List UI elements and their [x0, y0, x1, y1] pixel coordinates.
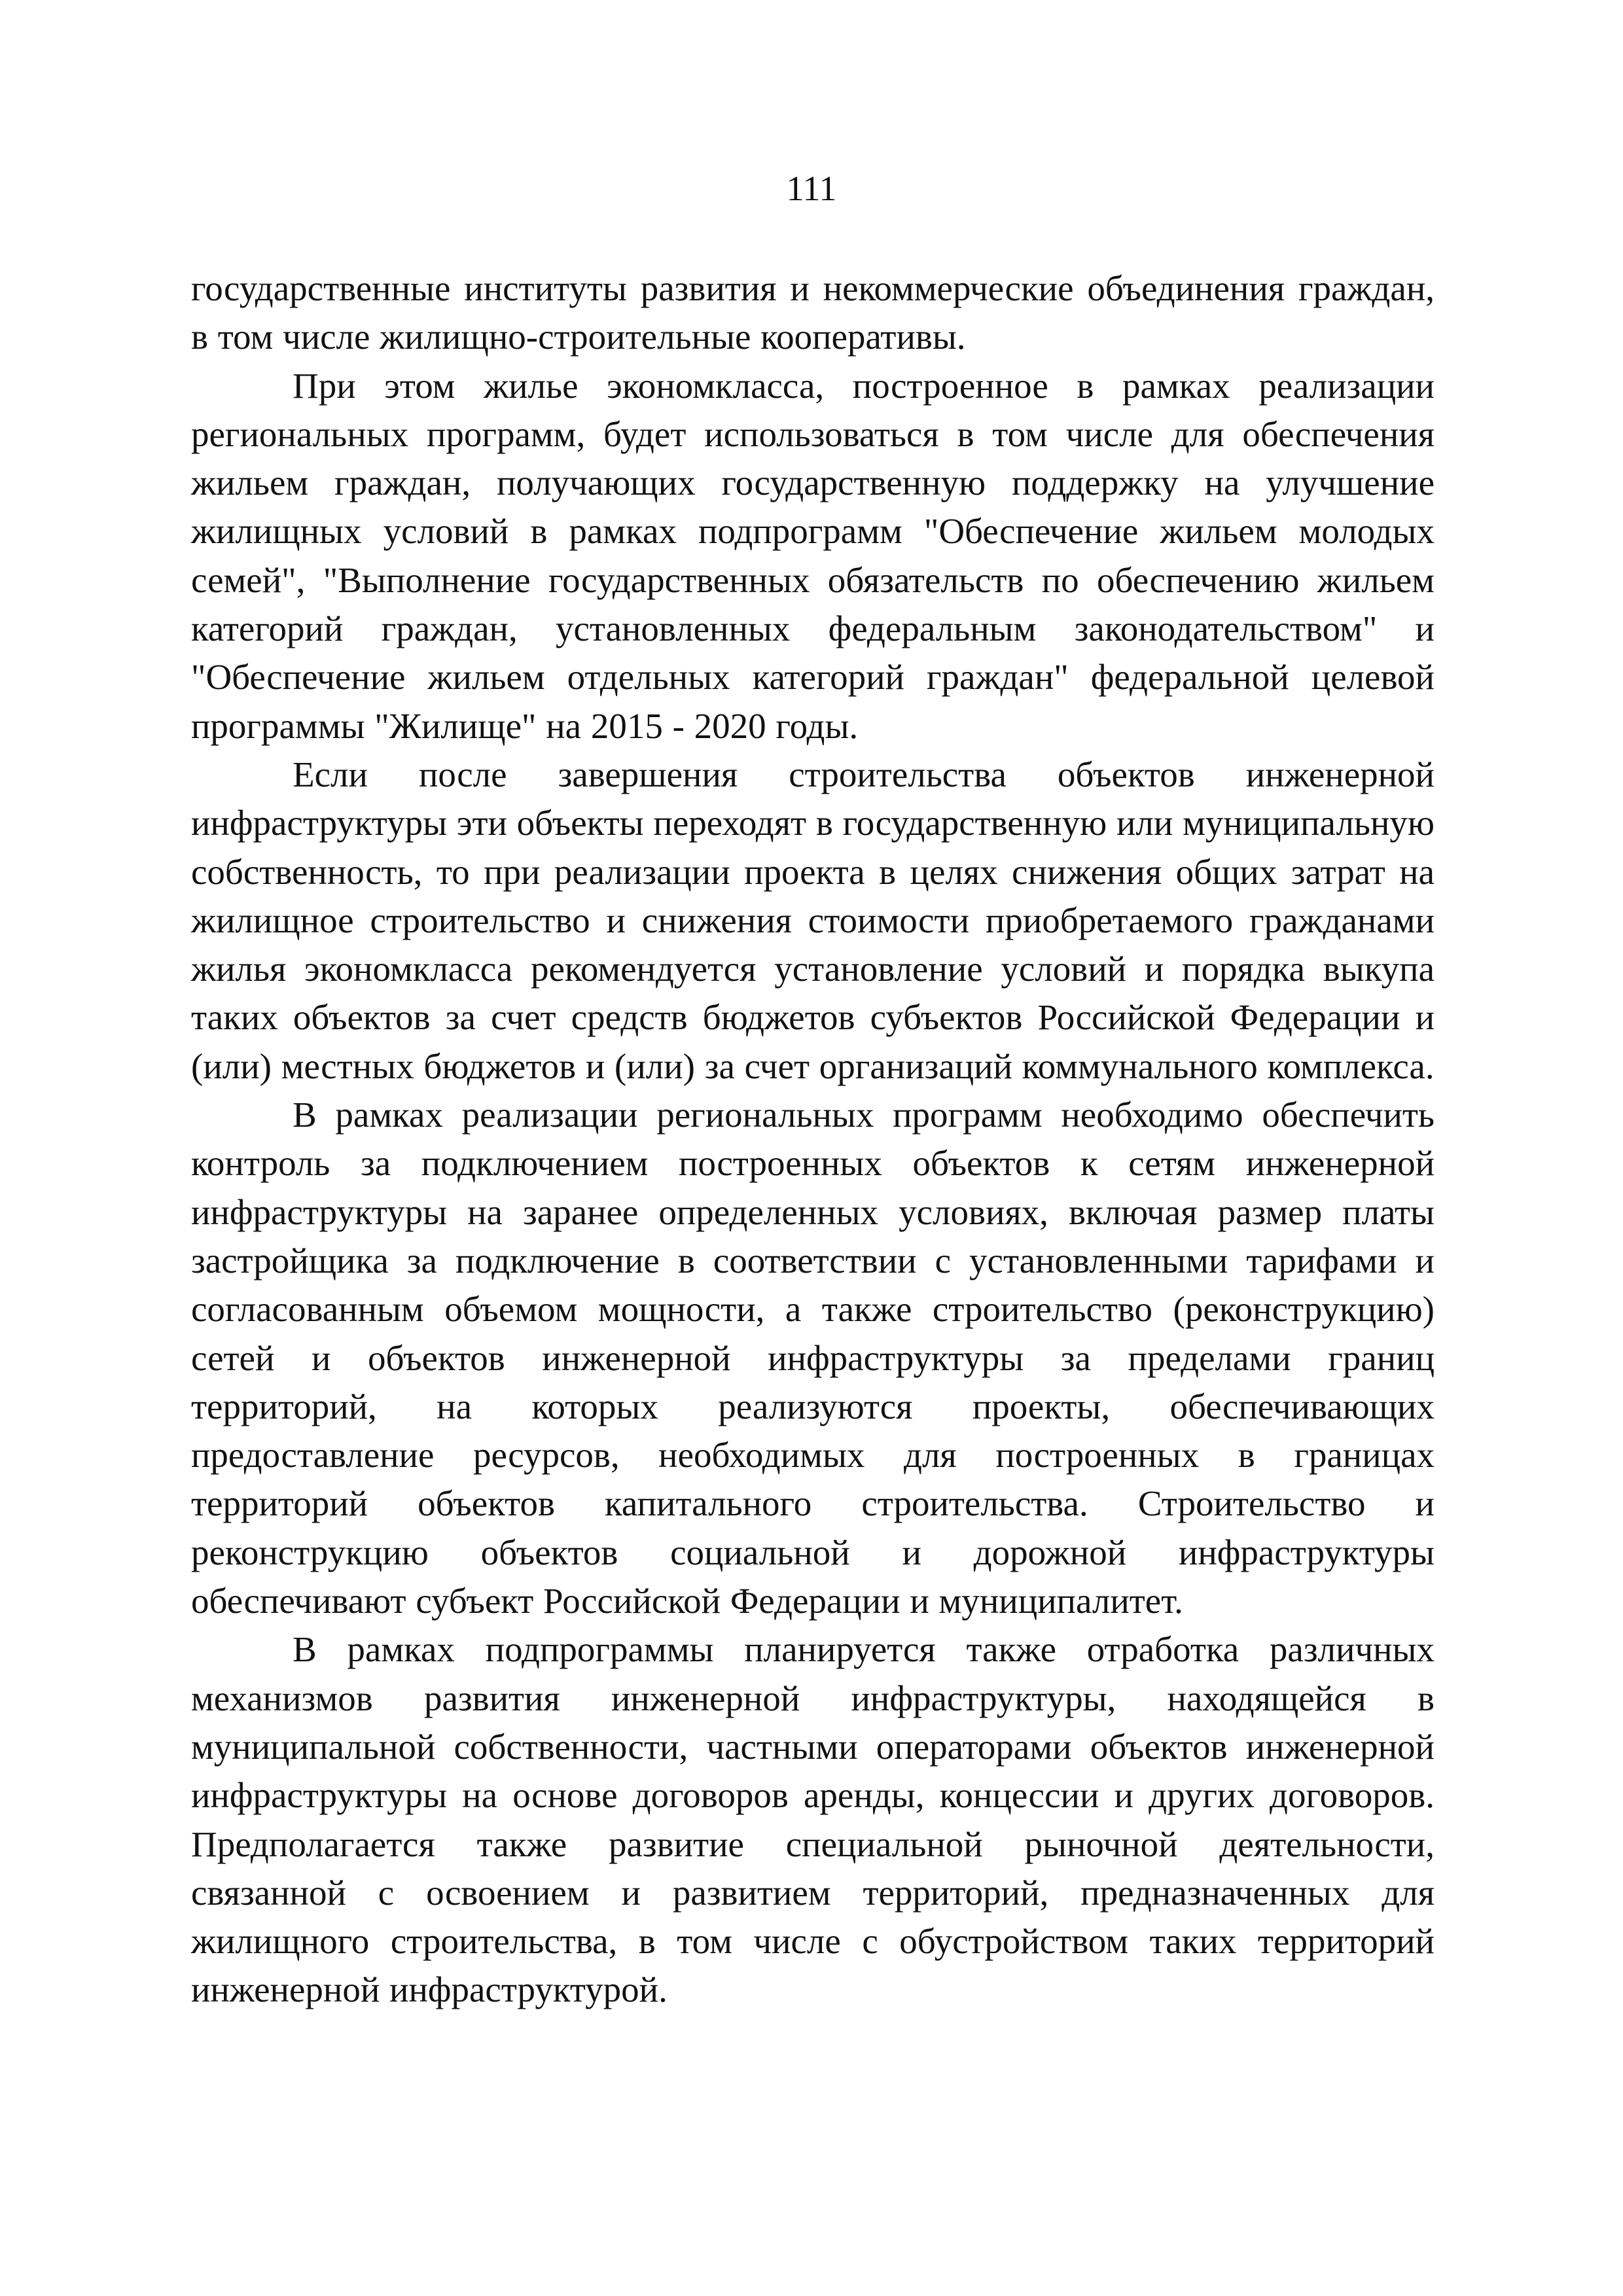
- page-number: 111: [786, 169, 837, 208]
- paragraph-infrastructure-mechanisms: В рамках подпрограммы планируется также отработка различных механизмов развития инженерной инфраструктуры, находящейся в муниципальной собственности, частными операторами объектов инженерной инфраструктуры на основе договоров аренды, концессии и других договоров. Предполагается также развитие специальной рыночной деятельности, связанной с освоением и развитием территорий, предназначенных для жилищного строительства, в том числе с обустройством таких территорий инженерной инфраструктурой.: [191, 1629, 1435, 2010]
- paragraph-continuation: государственные институты развития и некоммерческие объединения граждан, в том числе жилищно-строительные кооперативы.: [191, 268, 1435, 357]
- paragraph-infrastructure-buyout: Если после завершения строительства объектов инженерной инфраструктуры эти объекты переходят в государственную или муниципальную собственность, то при реализации проекта в целях снижения общих затрат на жилищное строительство и снижения стоимости приобретаемого гражданами жилья экономкласса рекомендуется установление условий и порядка выкупа таких объектов за счет средств бюджетов субъектов Российской Федерации и (или) местных бюджетов и (или) за счет организаций коммунального комплекса.: [191, 754, 1435, 1086]
- document-body: [191, 264, 1435, 2015]
- paragraph-economy-housing: При этом жилье экономкласса, построенное в рамках реализации региональных программ, будет использоваться в том числе для обеспечения жильем граждан, получающих государственную поддержку на улучшение жилищных условий в рамках подпрограмм "Обеспечение жильем молодых семей", "Выполнение государственных обязательств по обеспечению жильем категорий граждан, установленных федеральным законодательством" и "Обеспечение жильем отдельных категорий граждан" федеральной целевой программы "Жилище" на 2015 - 2020 годы.: [191, 365, 1435, 746]
- paragraph-connection-control: В рамках реализации региональных программ необходимо обеспечить контроль за подключением построенных объектов к сетям инженерной инфраструктуры на заранее определенных условиях, включая размер платы застройщика за подключение в соответствии с установленными тарифами и согласованным объемом мощности, а также строительство (реконструкцию) сетей и объектов инженерной инфраструктуры за пределами границ территорий, на которых реализуются проекты, обеспечивающих предоставление ресурсов, необходимых для построенных в границах территорий объектов капитального строительства. Строительство и реконструкцию объектов социальной и дорожной инфраструктуры обеспечивают субъект Российской Федерации и муниципалитет.: [191, 1095, 1435, 1621]
